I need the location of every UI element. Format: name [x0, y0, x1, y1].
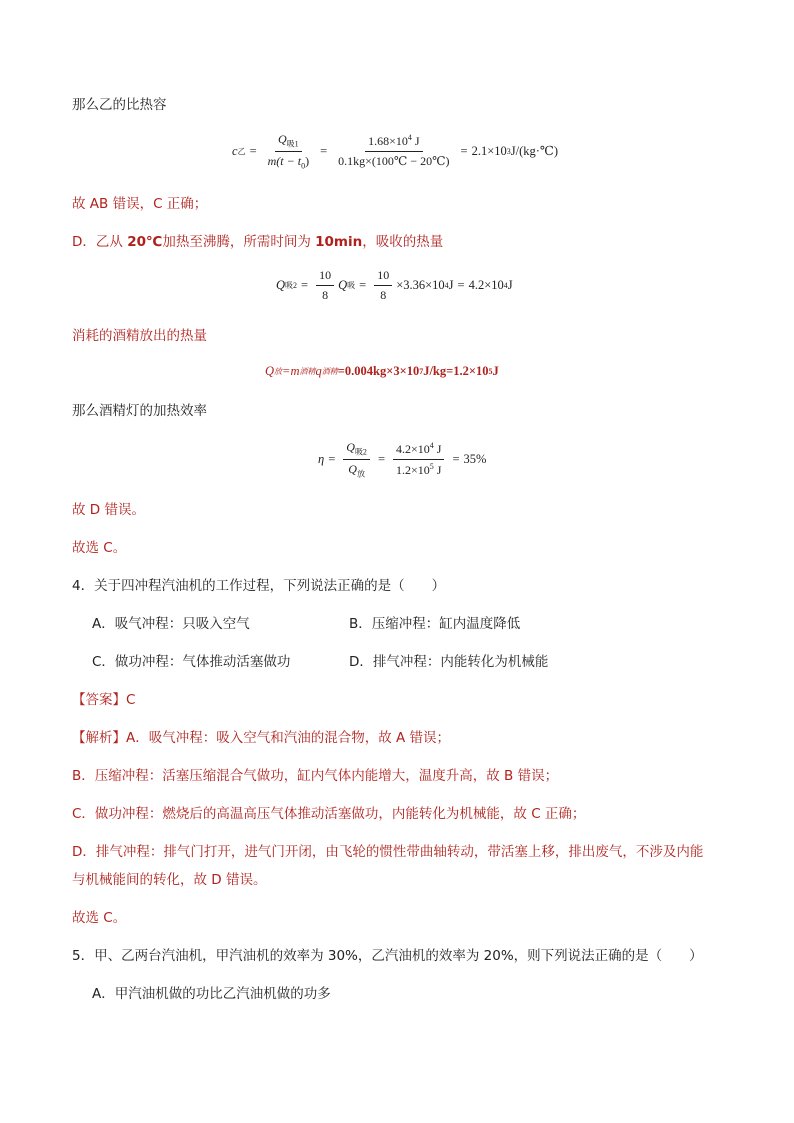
- text-line: 那么乙的比热容: [72, 97, 167, 113]
- term: J/kg=1.2×10: [423, 364, 489, 378]
- symbol: Q: [265, 364, 275, 378]
- text-line: [72, 232, 443, 252]
- unit: J: [433, 442, 442, 457]
- equals: =: [452, 452, 460, 467]
- subscript: 乙: [237, 146, 246, 156]
- answer: 【答案】C: [72, 692, 136, 708]
- efficiency-formula: [318, 440, 486, 480]
- text-line: 故选 C。: [72, 540, 127, 556]
- text: D．乙从: [72, 234, 128, 250]
- superscript: 5: [488, 367, 493, 376]
- denominator: 0.1kg×(100℃ − 20℃): [338, 154, 450, 169]
- explanation-line: C．做功冲程：燃烧后的高温高压气体推动活塞做功，内能转化为机械能，故 C 正确；: [72, 806, 586, 822]
- fraction: [393, 441, 444, 478]
- text: 10min: [315, 234, 363, 250]
- denominator: 1.2×10: [396, 463, 430, 478]
- numerator: 4.2×10: [396, 442, 430, 457]
- option-a: A．甲汽油机做的功比乙汽油机做的功多: [92, 986, 331, 1002]
- denominator: 8: [380, 288, 387, 302]
- symbol: c: [232, 143, 238, 158]
- term: ×3.36×10: [396, 278, 445, 292]
- symbol: q: [315, 364, 322, 378]
- heat-released-formula: [265, 364, 499, 379]
- text-line: 消耗的酒精放出的热量: [72, 328, 207, 344]
- explanation-line: 与机械能间的转化，故 D 错误。: [72, 872, 267, 888]
- denominator: m(t − t: [267, 154, 302, 169]
- text: 【解析】: [72, 730, 126, 746]
- equals: =: [301, 278, 309, 292]
- unit: J: [433, 463, 442, 478]
- superscript: 4: [407, 133, 412, 143]
- equals: =: [320, 143, 328, 158]
- superscript: 5: [429, 462, 434, 472]
- fraction: [374, 268, 392, 303]
- subscript: 放: [274, 367, 283, 376]
- equals: =: [249, 143, 257, 158]
- subscript: 吸2: [354, 447, 367, 457]
- question-5: 5．甲、乙两台汽油机，甲汽油机的效率为 30%，乙汽油机的效率为 20%，则下列说法正确的是（ ）: [72, 948, 703, 964]
- result: 35%: [463, 452, 487, 467]
- term: =0.004kg×3×10: [337, 364, 420, 378]
- equals: =: [359, 278, 367, 292]
- explanation-line: B．压缩冲程：活塞压缩混合气做功，缸内气体内能增大，温度升高，故 B 错误；: [72, 768, 559, 784]
- explanation-line: D．排气冲程：排气门打开，进气门开闭，由飞轮的惯性带曲轴转动，带活塞上移，排出废气，不涉及内能: [72, 844, 704, 860]
- subscript: 酒精: [321, 367, 338, 376]
- equals: =: [460, 143, 468, 158]
- heat-absorbed-formula: [276, 268, 513, 303]
- symbol: =m: [282, 364, 300, 378]
- option-b: B．压缩冲程：缸内温度降低: [349, 616, 521, 632]
- unit: J: [507, 278, 513, 292]
- text-line: 故 D 错误。: [72, 502, 145, 518]
- paren: ): [305, 154, 310, 169]
- result: 2.1×10: [471, 143, 507, 158]
- unit: J: [492, 364, 499, 378]
- option-c: C．做功冲程：气体推动活塞做功: [92, 654, 291, 670]
- fraction: [316, 268, 334, 303]
- subscript: 吸2: [285, 281, 298, 290]
- fraction: [265, 132, 312, 171]
- unit: J/(kg·℃): [510, 144, 559, 159]
- denominator: 8: [322, 288, 329, 302]
- superscript: 4: [444, 281, 449, 290]
- symbol: Q: [338, 278, 348, 292]
- text-line: 故 AB 错误，C 正确；: [72, 196, 208, 212]
- numerator: 1.68×10: [368, 134, 408, 149]
- numerator: Q: [278, 132, 287, 146]
- explanation-line: 故选 C。: [72, 910, 127, 926]
- subscript: 放: [356, 469, 365, 479]
- fraction: [335, 133, 452, 169]
- fraction: [343, 440, 370, 480]
- superscript: 4: [429, 441, 434, 451]
- numerator: 10: [374, 268, 392, 286]
- numerator: Q: [346, 440, 355, 454]
- equals: =: [377, 452, 385, 467]
- option-d: D．排气冲程：内能转化为机械能: [349, 654, 549, 670]
- denominator: Q: [348, 462, 357, 477]
- question-4: 4．关于四冲程汽油机的工作过程，下列说法正确的是（ ）: [72, 578, 446, 594]
- subscript: 酒精: [299, 367, 316, 376]
- equals: =: [328, 452, 336, 467]
- text: A．吸气冲程：吸入空气和汽油的混合物，故 A 错误；: [126, 730, 451, 746]
- subscript: 吸1: [286, 139, 299, 149]
- text: ，吸收的热量: [362, 234, 444, 250]
- subscript: 0: [301, 161, 306, 171]
- unit: J: [448, 278, 454, 292]
- text: 20℃: [127, 234, 163, 250]
- unit: J: [411, 134, 420, 149]
- option-a: A．吸气冲程：只吸入空气: [92, 616, 250, 632]
- symbol: η: [318, 452, 325, 467]
- superscript: 3: [506, 146, 511, 156]
- subscript: 吸: [347, 281, 356, 290]
- text: 加热至沸腾，所需时间为: [162, 234, 316, 250]
- superscript: 4: [503, 281, 508, 290]
- text-line: 那么酒精灯的加热效率: [72, 403, 207, 419]
- explanation-line: [72, 728, 450, 748]
- superscript: 7: [419, 367, 424, 376]
- result: 4.2×10: [468, 278, 504, 292]
- specific-heat-formula: [232, 132, 558, 171]
- numerator: 10: [316, 268, 334, 286]
- equals: =: [457, 278, 465, 292]
- symbol: Q: [276, 278, 286, 292]
